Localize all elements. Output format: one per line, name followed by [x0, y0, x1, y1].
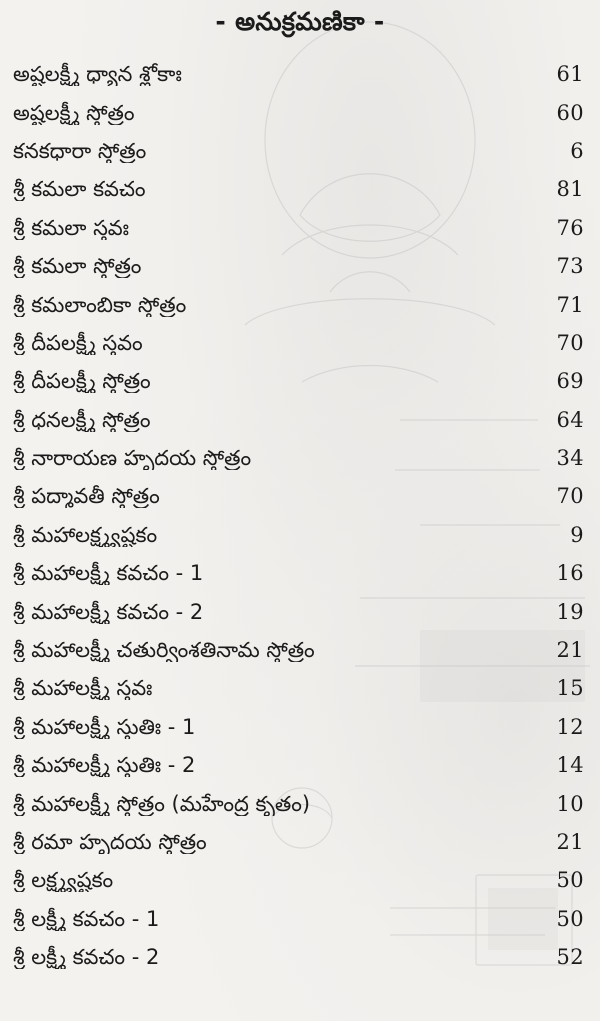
toc-entry [13, 516, 584, 554]
entry-title: శ్రీ నారాయణ హృదయ స్తోత్రం [13, 446, 252, 471]
toc-entry [13, 439, 584, 477]
toc-entry [13, 631, 584, 669]
entry-title: అష్టలక్ష్మీ ధ్యాన శ్లోకాః [13, 62, 182, 87]
entry-title: శ్రీ లక్ష్మీ కవచం - 2 [13, 945, 160, 970]
entry-title: శ్రీ దీపలక్ష్మీ స్తవం [13, 330, 143, 355]
entry-page-number: 19 [556, 599, 584, 624]
entry-page-number: 60 [556, 100, 584, 125]
toc-entry [13, 209, 584, 247]
entry-page-number: 21 [556, 830, 584, 854]
entry-title: శ్రీ లక్ష్మీ కవచం - 1 [13, 906, 160, 931]
entry-title: కనకధారా స్తోత్రం [13, 138, 147, 163]
toc-entry [13, 554, 584, 592]
toc-entry [13, 362, 584, 400]
entry-page-number: 70 [556, 484, 584, 509]
entry-title: శ్రీ మహాలక్ష్మీ స్తోత్రం (మహేంద్ర కృతం) [13, 791, 311, 816]
entry-title: శ్రీ మహాలక్ష్మీ స్తవః [13, 676, 153, 701]
entry-title: శ్రీ దీపలక్ష్మీ స్తోత్రం [13, 369, 151, 394]
toc-entry [13, 324, 584, 362]
toc-entry [13, 784, 584, 822]
entry-page-number: 73 [556, 254, 584, 279]
entry-page-number: 12 [556, 714, 584, 739]
entry-title: శ్రీ మహాలక్ష్మీ స్తుతిః - 2 [13, 753, 196, 778]
entry-title: శ్రీ కమలా కవచం [13, 177, 146, 202]
entry-page-number: 14 [556, 753, 584, 778]
entry-page-number: 70 [556, 330, 584, 355]
entry-page-number: 6 [570, 138, 584, 163]
entry-page-number: 64 [556, 407, 584, 432]
entry-page-number: 71 [556, 292, 584, 317]
entry-page-number: 76 [556, 215, 584, 240]
entry-title: శ్రీ కమలా స్తోత్రం [13, 254, 142, 279]
toc-entry [13, 592, 584, 630]
entry-title: శ్రీ మహాలక్ష్మీ స్తుతిః - 1 [13, 714, 196, 739]
entry-title: శ్రీ మహాలక్ష్మీ చతుర్వింశతినామ స్తోత్రం [13, 638, 315, 663]
toc-entry [13, 170, 584, 208]
toc-entry [13, 55, 584, 93]
entry-page-number: 10 [556, 791, 584, 816]
entry-page-number: 15 [556, 676, 584, 701]
entry-page-number: 50 [556, 906, 584, 931]
entry-page-number: 21 [556, 638, 584, 663]
entry-title: శ్రీ లక్ష్మ్యష్టకం [13, 868, 114, 893]
toc-entry [13, 401, 584, 439]
entry-title: శ్రీ కమలాంబికా స్తోత్రం [13, 292, 187, 317]
toc-entry [13, 132, 584, 170]
toc-entry [13, 93, 584, 131]
entry-page-number: 52 [556, 945, 584, 970]
entry-page-number: 81 [556, 177, 584, 202]
toc-entry [13, 285, 584, 323]
toc-entry [13, 708, 584, 746]
entry-title: శ్రీ కమలా స్తవః [13, 215, 129, 240]
entry-page-number: 61 [556, 62, 584, 87]
toc-entry [13, 823, 584, 861]
toc-entry [13, 861, 584, 899]
toc-entry [13, 938, 584, 976]
entry-page-number: 16 [556, 561, 584, 586]
entry-title: శ్రీ మహాలక్ష్మీ కవచం - 1 [13, 561, 204, 586]
entry-page-number: 50 [556, 868, 584, 893]
entry-title: శ్రీ మహాలక్ష్మీ కవచం - 2 [13, 599, 204, 624]
entry-page-number: 69 [556, 369, 584, 394]
toc-entry [13, 900, 584, 938]
entry-title: శ్రీ మహాలక్ష్మ్యష్టకం [13, 522, 158, 547]
index-heading: - అనుక్రమణికా - [215, 7, 385, 36]
table-of-contents [13, 55, 584, 976]
toc-entry [13, 247, 584, 285]
entry-title: శ్రీ ధనలక్ష్మీ స్తోత్రం [13, 407, 151, 432]
toc-entry [13, 477, 584, 515]
toc-entry [13, 746, 584, 784]
toc-entry [13, 669, 584, 707]
entry-page-number: 34 [556, 446, 584, 471]
entry-title: అష్టలక్ష్మీ స్తోత్రం [13, 100, 135, 125]
entry-title: శ్రీ రమా హృదయ స్తోత్రం [13, 830, 207, 854]
entry-page-number: 9 [570, 522, 584, 547]
entry-title: శ్రీ పద్మావతీ స్తోత్రం [13, 484, 160, 509]
